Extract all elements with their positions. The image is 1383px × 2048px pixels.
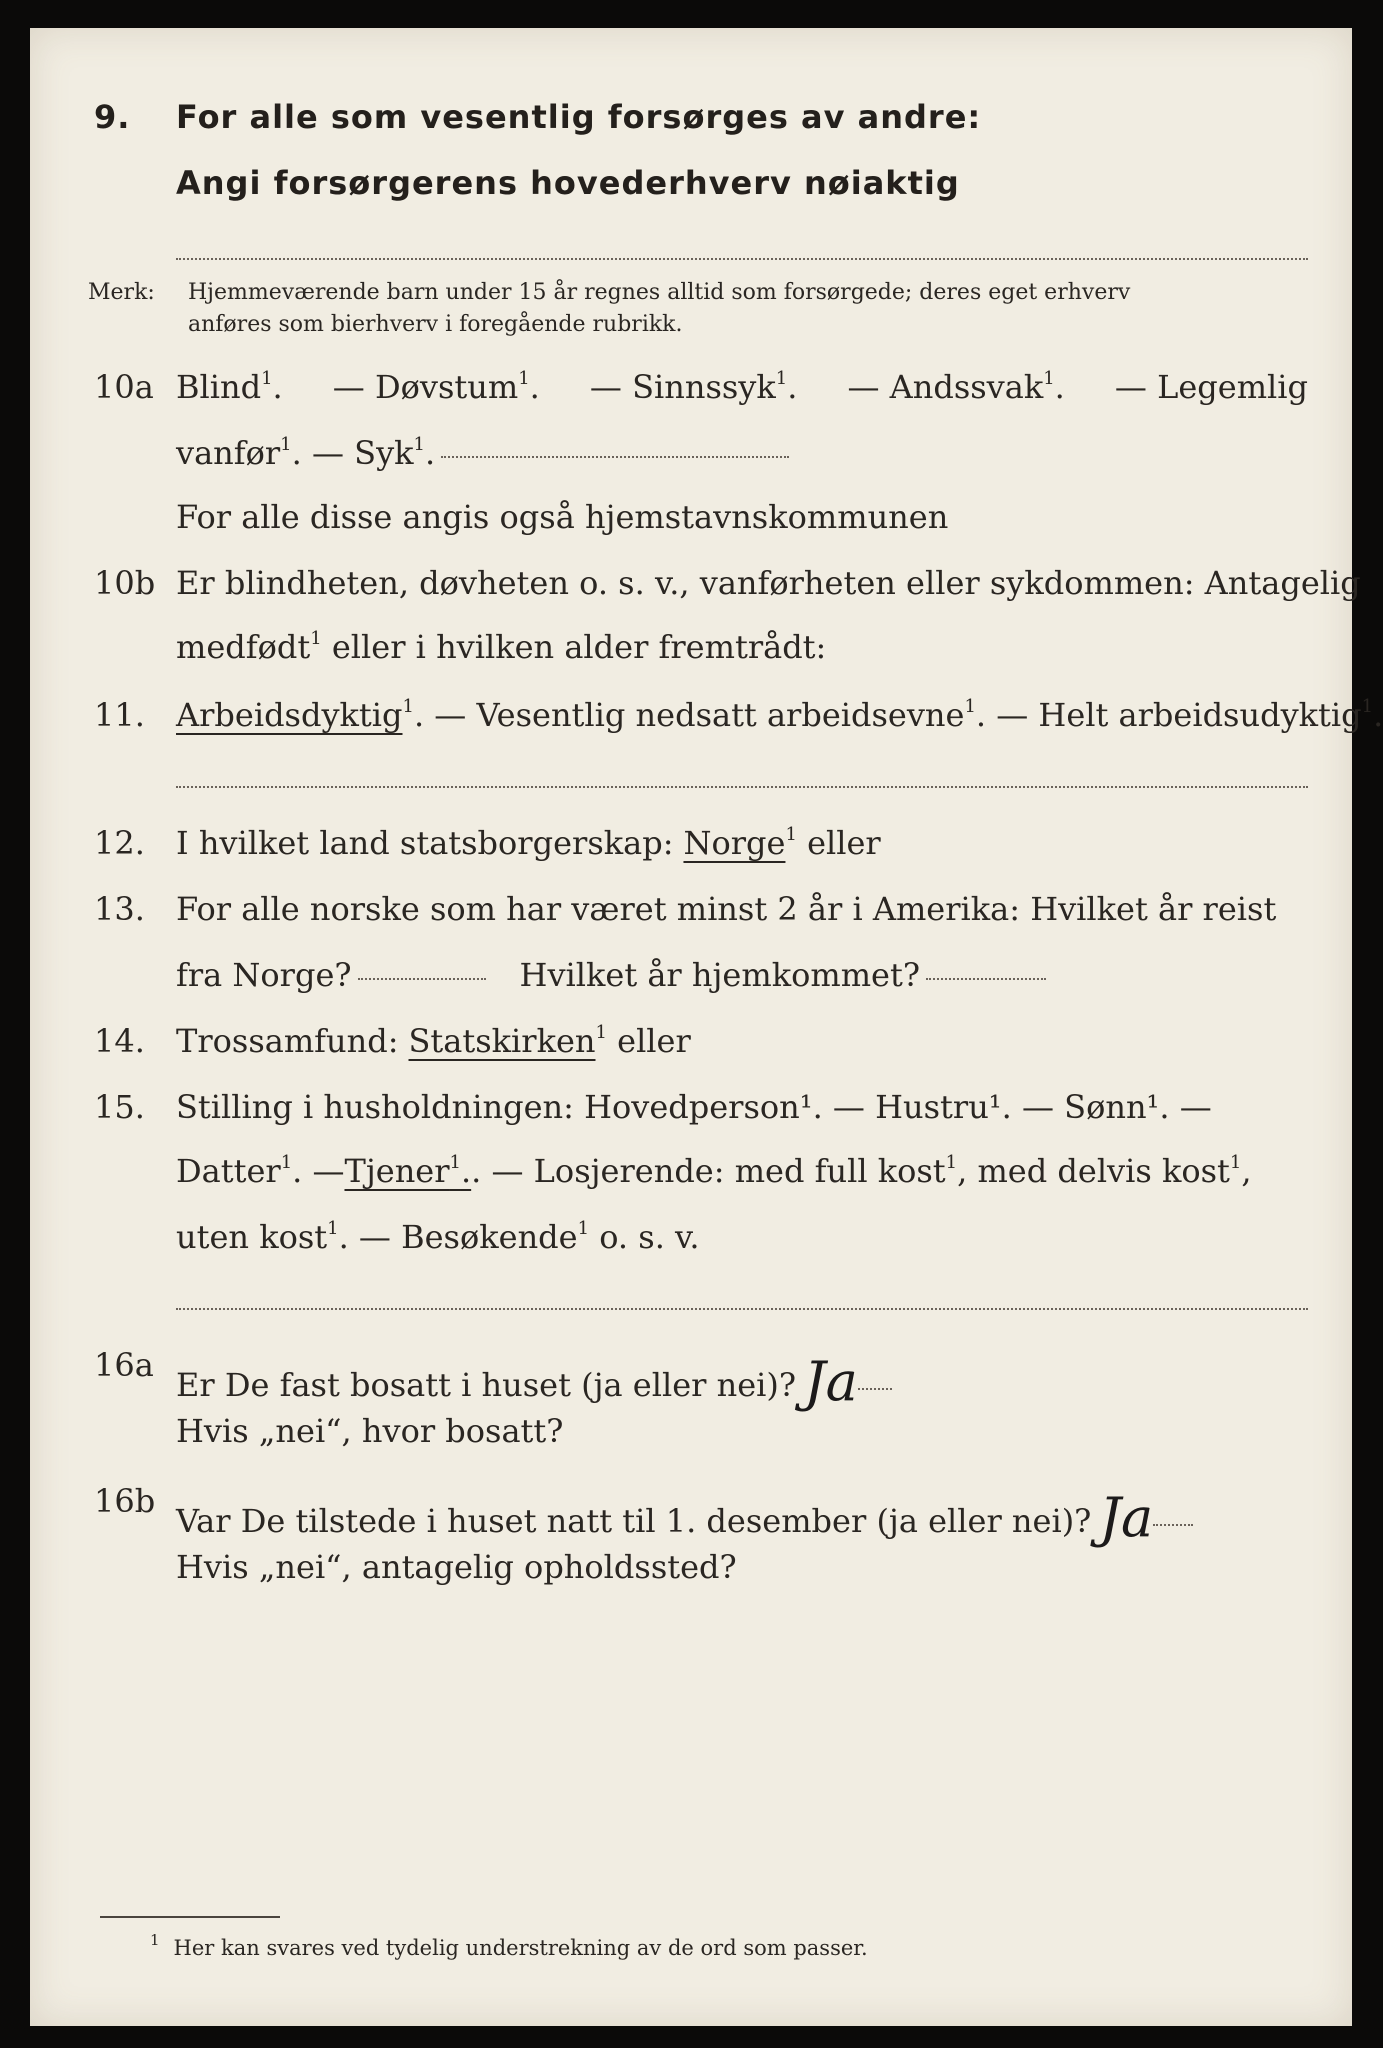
q15-text: Stilling i husholdningen: Hovedperson¹. — Hustru¹. — Sønn¹. — bbox=[176, 1088, 1212, 1126]
q16a-question: Er De fast bosatt i huset (ja eller nei)? bbox=[176, 1366, 797, 1404]
merk-text2: anføres som bierhverv i foregående rubrikk. bbox=[188, 312, 683, 337]
q14-suffix: $^1$ eller bbox=[595, 1022, 691, 1060]
q9-provider-label: Angi forsørgerens hovederhverv nøiaktig bbox=[176, 164, 960, 202]
q16a-answer-field[interactable] bbox=[858, 1388, 892, 1390]
q16b-answer[interactable]: Ja bbox=[1099, 1486, 1154, 1549]
q10a-opt-andssvak: — Andssvak$^1$. bbox=[847, 368, 1065, 406]
q9-text: For alle som vesentlig forsørges av andre: bbox=[176, 98, 982, 136]
q12-number: 12. bbox=[94, 824, 145, 862]
q13-left-label: fra Norge? bbox=[176, 956, 352, 994]
q16a-number: 16a bbox=[94, 1346, 154, 1384]
q9-number: 9. bbox=[94, 98, 131, 136]
merk-text1: Hjemmeværende barn under 15 år regnes alltid som forsørgede; deres eget erhverv bbox=[188, 280, 1131, 305]
q11-extra-field[interactable] bbox=[176, 786, 1308, 788]
q13-left-field[interactable] bbox=[358, 978, 486, 980]
q11-opt-arbeidsdyktig[interactable]: Arbeidsdyktig bbox=[176, 696, 403, 734]
q12-label: I hvilket land statsborgerskap: bbox=[176, 824, 674, 862]
footnote-mark: 1 bbox=[150, 1931, 160, 1949]
q10a-opt-dovstum: — Døvstum$^1$. bbox=[332, 368, 540, 406]
q16b-stay-label: Hvis „nei“, antagelig opholdssted? bbox=[176, 1548, 737, 1586]
q14-number: 14. bbox=[94, 1022, 145, 1060]
q10b-age-label: medfødt$^1$ eller i hvilken alder fremtrådt: bbox=[176, 628, 827, 666]
q10a-opt-legemlig: — Legemlig bbox=[1114, 368, 1308, 406]
q15-opt-tjener[interactable]: Tjener$^1$. bbox=[344, 1152, 472, 1190]
q10a-opt-blind: Blind$^1$. bbox=[176, 368, 283, 406]
q10b-number: 10b bbox=[94, 564, 156, 602]
census-form-page bbox=[30, 28, 1383, 2026]
q16a-answer[interactable]: Ja bbox=[804, 1350, 858, 1413]
q14-answer-statskirken[interactable]: Statskirken bbox=[408, 1022, 596, 1060]
q10a-number: 10a bbox=[94, 368, 154, 406]
q13-text: For alle norske som har været minst 2 år i Amerika: Hvilket år reist bbox=[176, 890, 1277, 928]
footnote-text: Her kan svares ved tydelig understrekning av de ord som passer. bbox=[173, 1936, 868, 1960]
q15-opt-losjerende[interactable]: . — Losjerende: med full kost$^1$, med delvis kost$^1$, bbox=[471, 1152, 1252, 1190]
q13-returned-field[interactable] bbox=[926, 978, 1046, 980]
q10a-syk-field[interactable] bbox=[441, 456, 789, 458]
q13-number: 13. bbox=[94, 890, 145, 928]
q11-opt-udyktig[interactable]: . — Helt arbeidsudyktig$^1$. bbox=[975, 696, 1383, 734]
q16b-number: 16b bbox=[94, 1482, 156, 1520]
q16b-answer-field[interactable] bbox=[1153, 1524, 1193, 1526]
q15-opt-uten-kost[interactable]: uten kost$^1$. — Besøkende$^1$ o. s. v. bbox=[176, 1218, 700, 1256]
q13-returned-label: Hvilket år hjemkommet? bbox=[519, 956, 920, 994]
q12-suffix: $^1$ eller bbox=[785, 824, 881, 862]
q10b-text: Er blindheten, døvheten o. s. v., vanførheten eller sykdommen: Antagelig bbox=[176, 564, 1361, 602]
footnote-rule bbox=[100, 1916, 280, 1918]
q16b-question: Var De tilstede i huset natt til 1. desember (ja eller nei)? bbox=[176, 1502, 1092, 1540]
q15-extra-field[interactable] bbox=[176, 1308, 1308, 1310]
q10a-hometown-label: For alle disse angis også hjemstavnskommunen bbox=[176, 498, 949, 536]
q16a-where-label: Hvis „nei“, hvor bosatt? bbox=[176, 1412, 564, 1450]
q9-extra-field[interactable] bbox=[176, 258, 1308, 260]
q15-opt-datter[interactable]: Datter$^1$. — bbox=[176, 1152, 345, 1190]
q12-answer-norge[interactable]: Norge bbox=[683, 824, 786, 862]
q10a-opt-sinnssyk: — Sinnssyk$^1$. bbox=[589, 368, 798, 406]
footnote bbox=[150, 1933, 868, 1960]
q11-number: 11. bbox=[94, 696, 145, 734]
merk-label: Merk: bbox=[88, 280, 155, 305]
q14-label: Trossamfund: bbox=[176, 1022, 399, 1060]
q11-opt-nedsatt[interactable]: $^1$. — Vesentlig nedsatt arbeidsevne$^1$ bbox=[402, 696, 976, 734]
q15-number: 15. bbox=[94, 1088, 145, 1126]
q10a-vanfor: vanfør$^1$. — Syk$^1$. bbox=[176, 434, 436, 472]
